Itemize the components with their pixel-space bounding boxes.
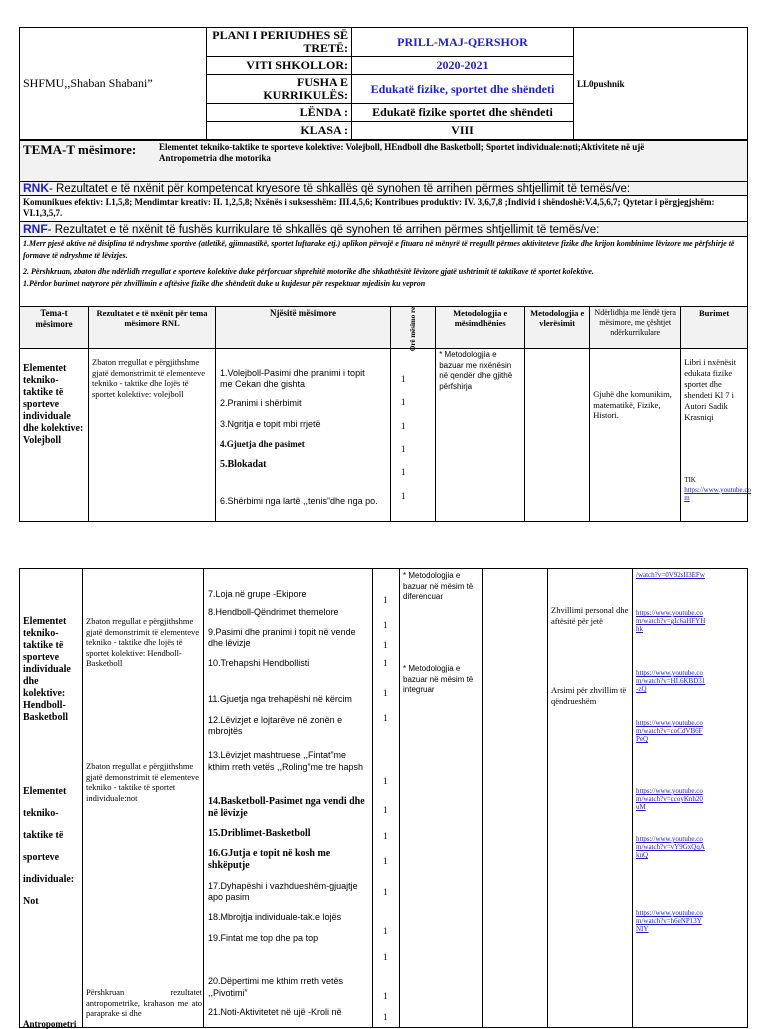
links-cell: Gjuhë dhe komunikim, matematikë, Fizike, Histori. [590, 349, 681, 522]
rnl-a: Zbaton rregullat e përgjithshme gjatë demonstrimit të elementeve tekniko - taktike dhe lojës të sportet kolektive: Hendboll-Basketboll [86, 616, 200, 668]
col-eval: Metodologjia e vlerësimit [525, 307, 590, 349]
rnl-cell [83, 569, 204, 1028]
subject-value: Edukatë fizike sportet dhe shëndeti [352, 104, 574, 122]
lesson-item: 16.GJutja e topit në kosh me shkëputje [208, 848, 331, 871]
year-label: VITI SHKOLLOR: [207, 57, 352, 75]
hours-value: 1 [383, 713, 388, 723]
table-row [20, 569, 748, 1028]
class-value: VIII [352, 122, 574, 140]
rnk-title: RNK- Rezultatet e të nxënit për kompetencat kryesore të shkallës që synohen të arrihen përmes shtjellimit të temës/ve: [19, 182, 748, 196]
method-b: * Metodologjia e bazuar në mësim të integruar [403, 664, 474, 694]
hours-value: 1 [383, 856, 388, 866]
teacher-cell [574, 28, 748, 140]
lesson-item: 3.Ngritja e topit mbi rrjetë [220, 419, 321, 429]
subject-label: LËNDA : [207, 104, 352, 122]
hours-value: 1 [383, 620, 388, 630]
col-rnl: Rezultatet e të nxënit për tema mësimore RNL [89, 307, 216, 349]
source-link[interactable]: https://www.youtube.com/watch?v=coCdVB6FPeQ [636, 719, 703, 743]
themes-text: Elementet tekniko-taktike te sporteve kolektive: Volejboll, HEndboll dhe Basketboll; Sportet individuale:noti;Aktivitete në ujë Antropometria dhe motorika [159, 142, 645, 163]
hours-value: 1 [401, 444, 406, 454]
hours-value: 1 [401, 374, 406, 384]
lesson-item: 14.Basketboll-Pasimet nga vendi dhe në lëvizje [208, 796, 365, 819]
lesson-item: 20.Dëpertimi me kthim rreth vetës ,,Pivotimi” [208, 976, 344, 998]
col-lessons: Njësitë mësimore [216, 307, 391, 349]
header-table [19, 27, 748, 140]
lesson-item: 10.Trehapshi Hendbollisti [208, 658, 310, 668]
rnk-title-text: - Rezultatet e të nxënit për kompetencat kryesore të shkallës që synohen të arrihen përmes shtjellimit të temës/ve: [49, 183, 631, 195]
theme-c: Antropometri [23, 1019, 77, 1029]
hours-value: 1 [383, 640, 388, 650]
lesson-item: 6.Shërbimi nga lartë ,,tenis”dhe nga po. [220, 496, 378, 506]
hours-value: 1 [383, 831, 388, 841]
themes-row [19, 140, 748, 182]
theme-cell [20, 569, 83, 1028]
hours-value: 1 [383, 595, 388, 605]
theme-cell: Elementet tekniko-taktike të sporteve individuale dhe kolektive: Volejboll [20, 349, 89, 522]
hours-value: 1 [383, 776, 388, 786]
lesson-item: 17.Dyhapëshi i vazhdueshëm-gjuajtje apo pasim [208, 881, 358, 902]
source-link[interactable]: /watch?v=0V92sII3EFw [636, 571, 705, 579]
table-row [20, 349, 748, 522]
lessons-table-1 [19, 306, 752, 522]
rnl-c: Përshkruan rezultatet antropometrike, krahason me ato paraprake si dhe [86, 987, 202, 1018]
source-link[interactable]: https://www.youtube.com/watch?v=ccoyKnh20uM [636, 787, 703, 811]
rnk-text: Komunikues efektiv: I.1,5,8; Mendimtar kreativ: II. 1,2,5,8; Nxënës i suksesshëm: III.4,5,6; Kontribues produktiv: IV. 3,6,7,8 ;Individ i shëndoshë:V.4,5,6,7; Qytetar i përgjegjshëm: VI.1,3,5,7. [19, 196, 748, 222]
col-sources: Burimet [681, 307, 748, 349]
lessons-table-2 [19, 568, 748, 1028]
teacher-name: LL0pushnik [577, 78, 625, 89]
hours-value: 1 [383, 805, 388, 815]
col-theme: Tema-t mësimore [20, 307, 89, 349]
hours-value: 1 [383, 658, 388, 668]
hours-value: 1 [383, 926, 388, 936]
rnf-text: 1.Merr pjesë aktive në disiplina të ndryshme sportive (atletikë, gjimnastikë, sportet luftarake etj.) aplikon përvojë e fituara në mënyrë të rregullt përmes aktiviteteve fizike dhe krijon kombinime lëvizore me përfshirje të formave të ndryshme të lëvizjes. 2. Përshkruan, zbaton dhe ndërlidh rregullat e sporteve kolektive duke përforcuar shprehitë motorike dhe shkathtësitë lëvizore gjatë ushtrimit të taktikave të sportet kolektive. 1.Përdor burimet natyrore për zhvillimin e aftësive fizike dhe shëndetit duke u kujdesur për respektuar mjedisin ku vepron [19, 237, 748, 320]
hours-cell [391, 349, 436, 522]
theme-a: Elementet tekniko-taktike të sporteve individuale dhe kolektive: Hendboll-Basketboll [23, 616, 71, 723]
theme-b: Elementet tekniko-taktike të sporteve individuale: Not [23, 786, 75, 907]
hours-value: 1 [383, 887, 388, 897]
column-header-row [20, 307, 748, 349]
tik-label: TIK [684, 476, 696, 484]
source-link[interactable]: https://www.youtube.com/watch?v=gIc6aHFYHhk [636, 609, 706, 633]
themes-section [19, 140, 748, 320]
source-link[interactable]: https://www.youtube.com [684, 486, 752, 502]
link-a: Zhvillimi personal dhe aftësitë për jetë [551, 605, 629, 626]
lesson-item: 8.Hendboll-Qëndrimet themelore [208, 607, 339, 617]
col-links: Ndërlidhja me lëndë tjera mësimore, me çështjet ndërkurrikulare [590, 307, 681, 349]
lesson-item: 11.Gjuetja nga trehapëshi në kërcim [208, 694, 352, 704]
lessons-cell [204, 569, 373, 1028]
rnf-title: RNF- Rezultatet e të nxënit të fushës kurrikulare të shkallës që synohen të arrihen përmes shtjellimit të temës/ve: [19, 222, 748, 237]
lesson-item: 21.Noti-Aktivitetet në ujë -Kroli në [208, 1007, 342, 1017]
lesson-item: 1.Volejboll-Pasimi dhe pranimi i topit me Cekan dhe gishta [220, 368, 365, 389]
lesson-item: 13.Lëvizjet mashtruese ,,Fintat”me kthim rreth vetës ,,Roling”me tre hapsh [208, 750, 364, 772]
field-value: Edukatë fizike, sportet dhe shëndeti [352, 75, 574, 104]
hours-value: 1 [383, 1012, 388, 1022]
themes-label: TEMA-T mësimore: [23, 142, 137, 157]
method-a: * Metodologjia e bazuar në mësim të diferencuar [403, 571, 474, 601]
hours-cell [373, 569, 400, 1028]
link-b: Arsimi për zhvillim të qëndrueshëm [551, 685, 627, 706]
lesson-item: 7.Loja në grupe -Ekipore [208, 589, 307, 599]
year-value: 2020-2021 [352, 57, 574, 75]
sources-cell: Libri i nxënësit edukata fizike sportet dhe shendeti Kl 7 i Autori Sadik Krasniqi TIK https://www.youtube.com [681, 349, 748, 522]
eval-cell [483, 569, 548, 1028]
school-name: SHFMU,,Shaban Shabani” [23, 76, 153, 90]
eval-cell [525, 349, 590, 522]
col-hours: Orë mësimo re [391, 307, 436, 349]
rnf-title-text: - Rezultatet e të nxënit të fushës kurrikulare të shkallës që synohen të arrihen përmes shtjellimit të temës/ve: [47, 224, 600, 236]
col-method: Metodologjia e mësimdhënies [436, 307, 525, 349]
hours-value: 1 [383, 991, 388, 1001]
rnl-b: Zbaton rregullat e përgjithshme gjatë demonstrimit të elementeve tekniko - taktike të sportet individuale:not [86, 761, 200, 803]
lesson-item: 19.Fintat me top dhe pa top [208, 933, 319, 943]
lesson-item: 18.Mbrojtja individuale-tak.e lojës [208, 912, 342, 922]
sources-cell [633, 569, 748, 1028]
plan-value: PRILL-MAJ-QERSHOR [352, 28, 574, 57]
method-cell: * Metodologjia e bazuar me nxënësin në qendër dhe gjithë përfshirja [436, 349, 525, 522]
lesson-item: 15.Driblimet-Basketboll [208, 828, 311, 839]
rnl-cell: Zbaton rregullat e përgjithshme gjatë demonstrimit të elementeve tekniko - taktike dhe lojës të sportet kolektive: volejboll [89, 349, 216, 522]
lesson-item: 12.Lëvizjet e lojtarëve në zonën e mbrojtës [208, 715, 343, 736]
source-link[interactable]: https://www.youtube.com/watch?v=vY9GxQqAkuQ [636, 835, 705, 859]
hours-value: 1 [383, 952, 388, 962]
hours-value: 1 [401, 491, 406, 501]
links-cell [548, 569, 633, 1028]
lessons-cell [216, 349, 391, 522]
hours-value: 1 [383, 688, 388, 698]
hours-value: 1 [401, 421, 406, 431]
lesson-item: 4.Gjuetja dhe pasimet [220, 439, 305, 449]
lesson-item: 5.Blokadat [220, 459, 267, 470]
source-link[interactable]: https://www.youtube.com/watch?v=HL6KBD31-zQ [636, 669, 706, 693]
plan-label: PLANI I PERIUDHES SË TRETË: [207, 28, 352, 57]
class-label: KLASA : [207, 122, 352, 140]
hours-value: 1 [401, 397, 406, 407]
field-label: FUSHA E KURRIKULËS: [207, 75, 352, 104]
lesson-item: 2.Pranimi i shërbimit [220, 398, 302, 408]
hours-value: 1 [401, 467, 406, 477]
source-link[interactable]: https://www.youtube.com/watch?v=h6eNP13YNIY [636, 909, 703, 933]
lesson-item: 9.Pasimi dhe pranimi i topit në vende dhe lëvizje [208, 627, 356, 648]
method-cell [400, 569, 483, 1028]
school-cell [20, 28, 207, 140]
